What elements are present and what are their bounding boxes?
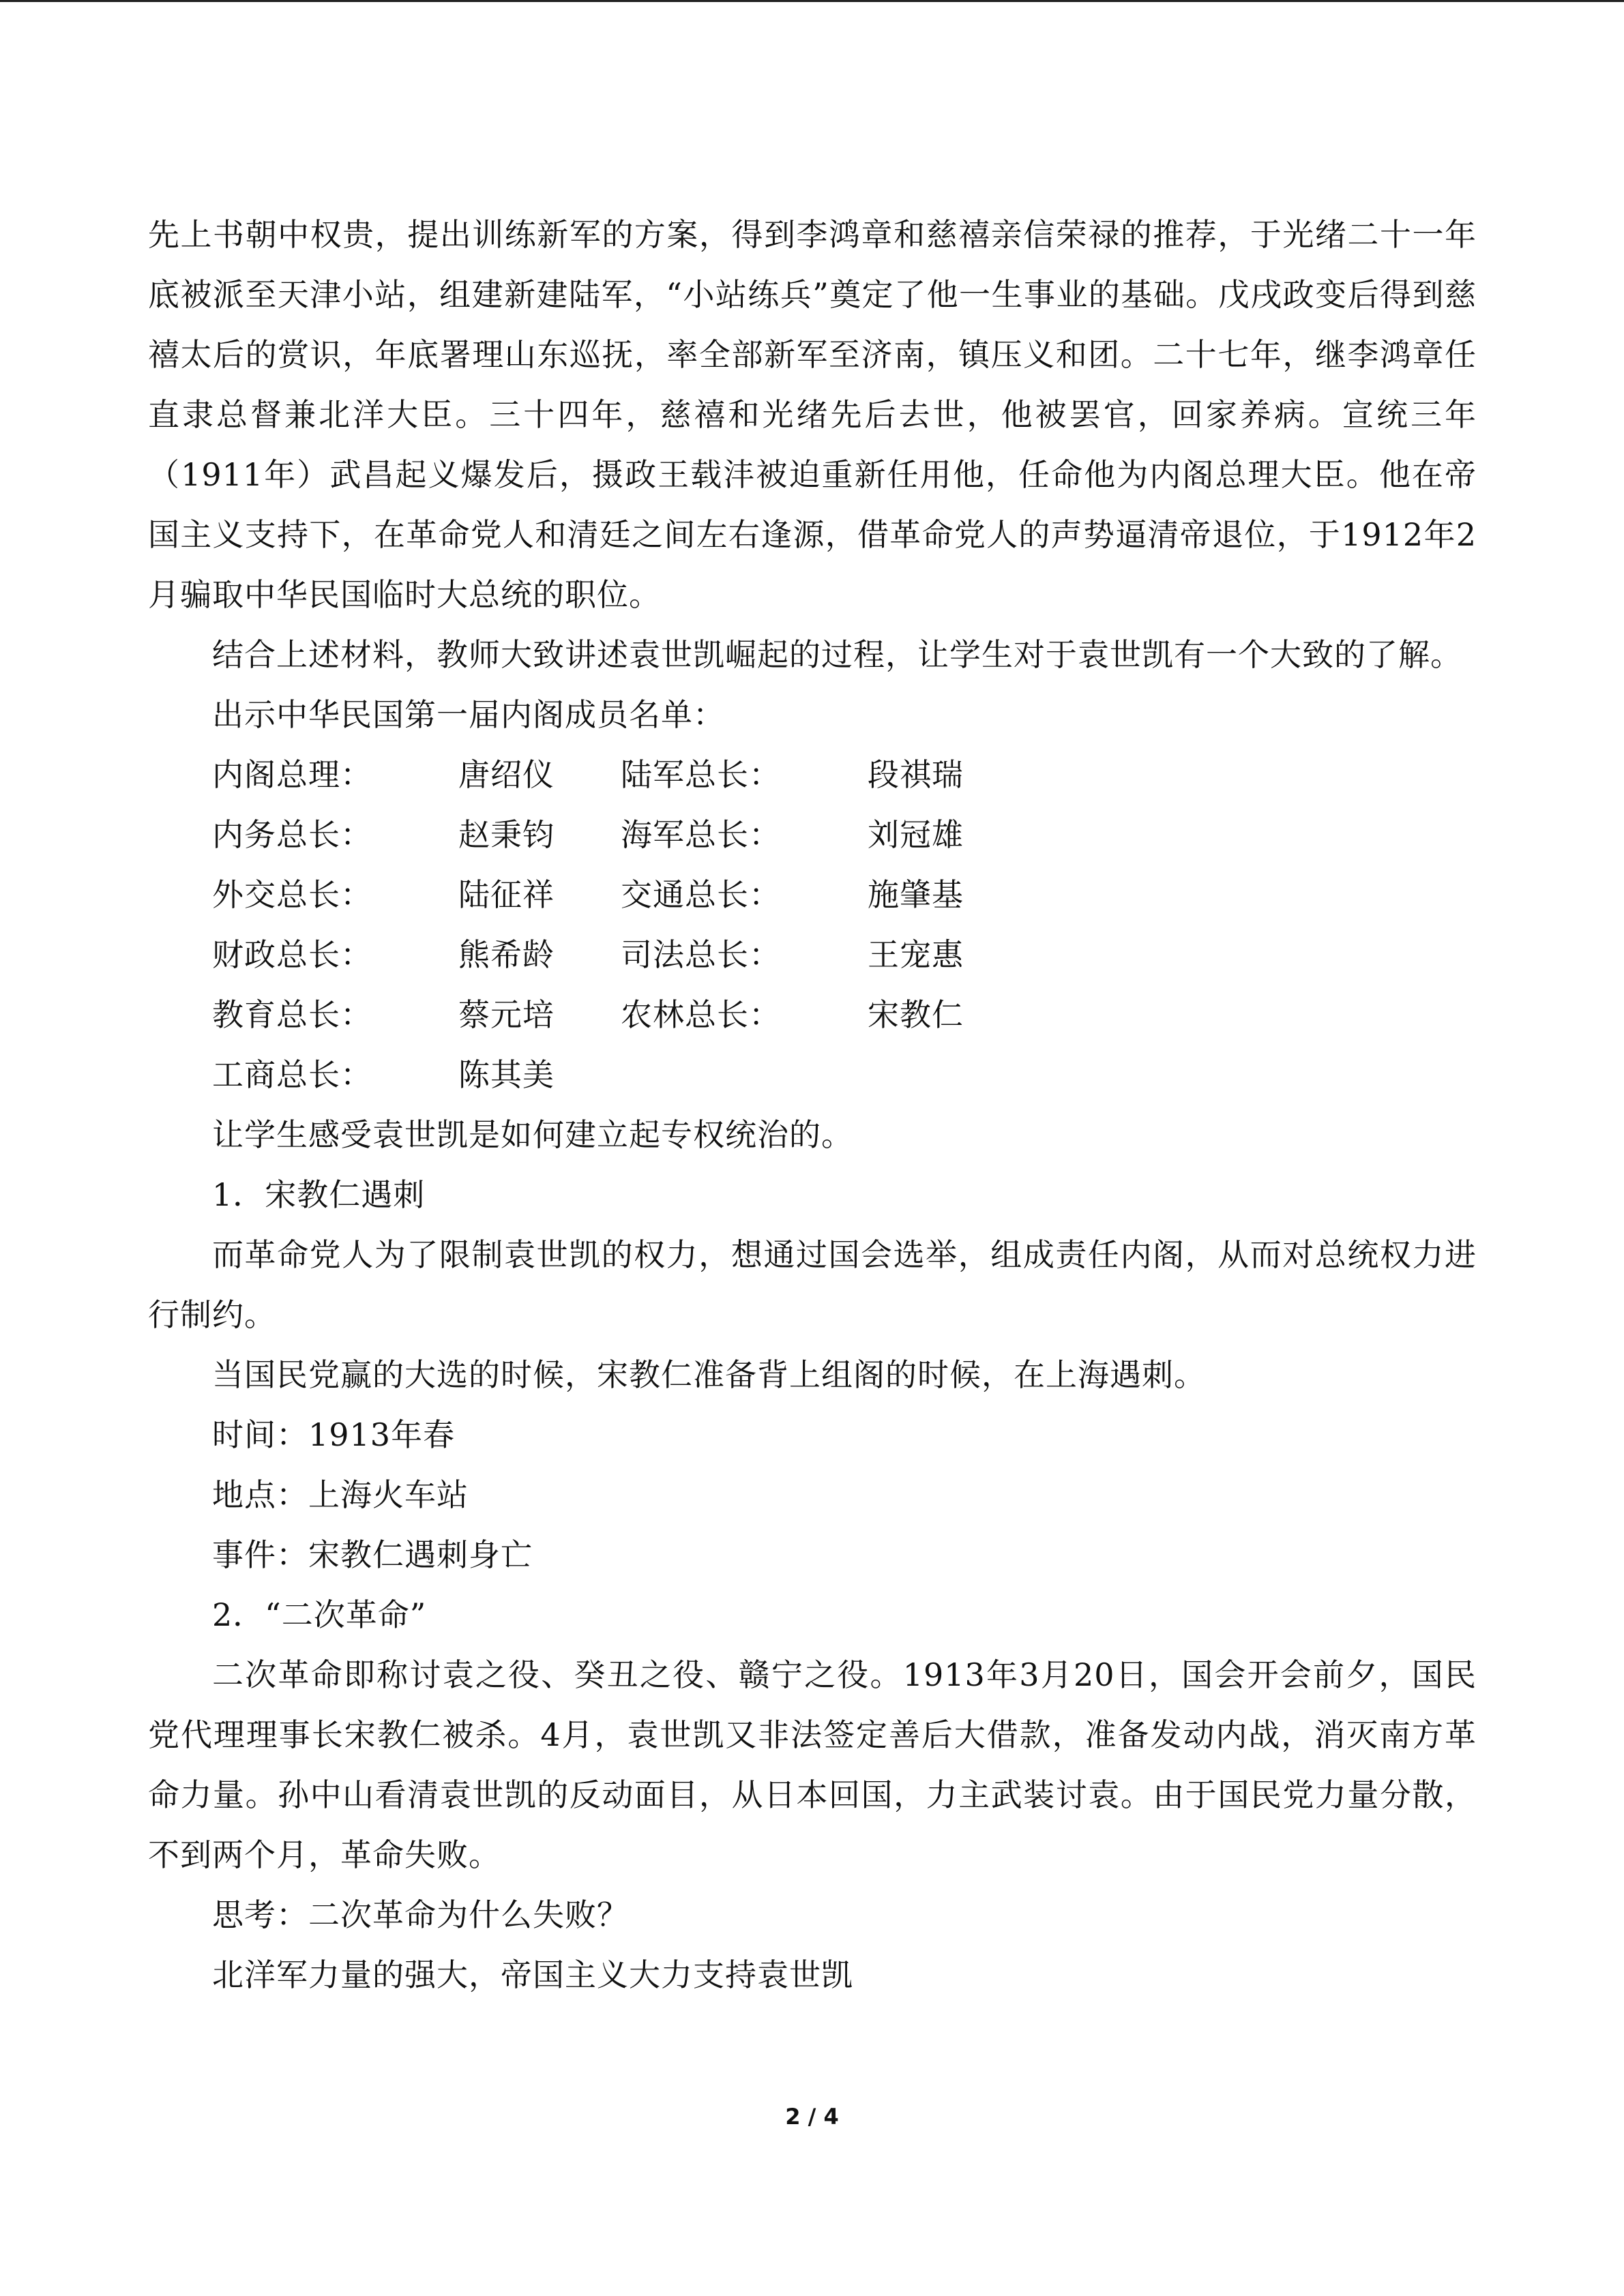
cabinet-roster [148,745,1477,1105]
cabinet-post: 工商总长： [212,1056,372,1093]
paragraph-autocracy-note: 让学生感受袁世凯是如何建立起专权统治的。 [212,1116,853,1153]
cabinet-member: 段祺瑞 [868,756,964,793]
cabinet-post: 海军总长： [621,816,781,853]
cabinet-member: 唐绍仪 [458,756,555,793]
cabinet-post: 陆军总长： [621,756,781,793]
roster-row [148,805,1477,865]
roster-row [148,745,1477,805]
roster-row [148,1045,1477,1105]
cabinet-member: 刘冠雄 [868,816,964,853]
cabinet-member: 熊希龄 [458,936,555,973]
cabinet-member: 王宠惠 [868,936,964,973]
cabinet-post: 财政总长： [212,936,372,973]
cabinet-post: 内务总长： [212,816,372,853]
paragraph-assassination: 当国民党赢的大选的时候，宋教仁准备背上组阁的时候，在上海遇刺。 [212,1356,1206,1393]
paragraph-cabinet-intro: 出示中华民国第一届内阁成员名单： [212,696,725,733]
cabinet-post: 外交总长： [212,876,372,913]
cabinet-member: 施肇基 [868,876,964,913]
roster-row [148,985,1477,1045]
cabinet-member: 宋教仁 [868,996,964,1033]
paragraph-answer: 北洋军力量的强大，帝国主义大力支持袁世凯 [212,1956,853,1993]
paragraph-yuan-rise: 先上书朝中权贵，提出训练新军的方案，得到李鸿章和慈禧亲信荣禄的推荐，于光绪二十一年底被派至天津小站，组建新建陆军，“小站练兵”奠定了他一生事业的基础。戊戌政变后得到慈禧太后的赏识，年底署理山东巡抚，率全部新军至济南，镇压义和团。二十七年，继李鸿章任直隶总督兼北洋大臣。三十四年，慈禧和光绪先后去世，他被罢官，回家养病。宣统三年（1911年）武昌起义爆发后，摄政王载沣被迫重新任用他，任命他为内阁总理大臣。他在帝国主义支持下，在革命党人和清廷之间左右逢源，借革命党人的声势逼清帝退位，于1912年2月骗取中华民国临时大总统的职位。 [148,216,1477,613]
cabinet-post: 农林总长： [621,996,781,1033]
section-heading-1: 1．宋教仁遇刺 [212,1176,426,1213]
paragraph-question: 思考：二次革命为什么失败？ [212,1896,629,1933]
cabinet-member: 陆征祥 [458,876,555,913]
roster-row [148,925,1477,985]
event-place: 地点：上海火车站 [212,1476,469,1513]
event-time: 时间：1913年春 [212,1416,456,1453]
event-description: 事件：宋教仁遇刺身亡 [212,1536,533,1573]
document-body [148,205,1477,2005]
cabinet-post: 司法总长： [621,936,781,973]
page-number: 2 / 4 [785,2104,839,2130]
cabinet-post: 交通总长： [621,876,781,913]
top-border-line [0,0,1624,2]
cabinet-member: 蔡元培 [458,996,555,1033]
paragraph-parliament-restraint: 而革命党人为了限制袁世凯的权力，想通过国会选举，组成责任内阁，从而对总统权力进行制约。 [148,1236,1477,1333]
roster-row [148,865,1477,925]
paragraph-teacher-note: 结合上述材料，教师大致讲述袁世凯崛起的过程，让学生对于袁世凯有一个大致的了解。 [212,636,1462,673]
cabinet-post: 内阁总理： [212,756,372,793]
cabinet-post: 教育总长： [212,996,372,1033]
paragraph-second-revolution: 二次革命即称讨袁之役、癸丑之役、赣宁之役。1913年3月20日，国会开会前夕，国民党代理理事长宋教仁被杀。4月，袁世凯又非法签定善后大借款，准备发动内战，消灭南方革命力量。孙中山看清袁世凯的反动面目，从日本回国，力主武装讨袁。由于国民党力量分散，不到两个月，革命失败。 [148,1656,1477,1873]
cabinet-member: 陈其美 [458,1056,555,1093]
cabinet-member: 赵秉钧 [458,816,555,853]
section-heading-2: 2．“二次革命” [212,1596,427,1633]
